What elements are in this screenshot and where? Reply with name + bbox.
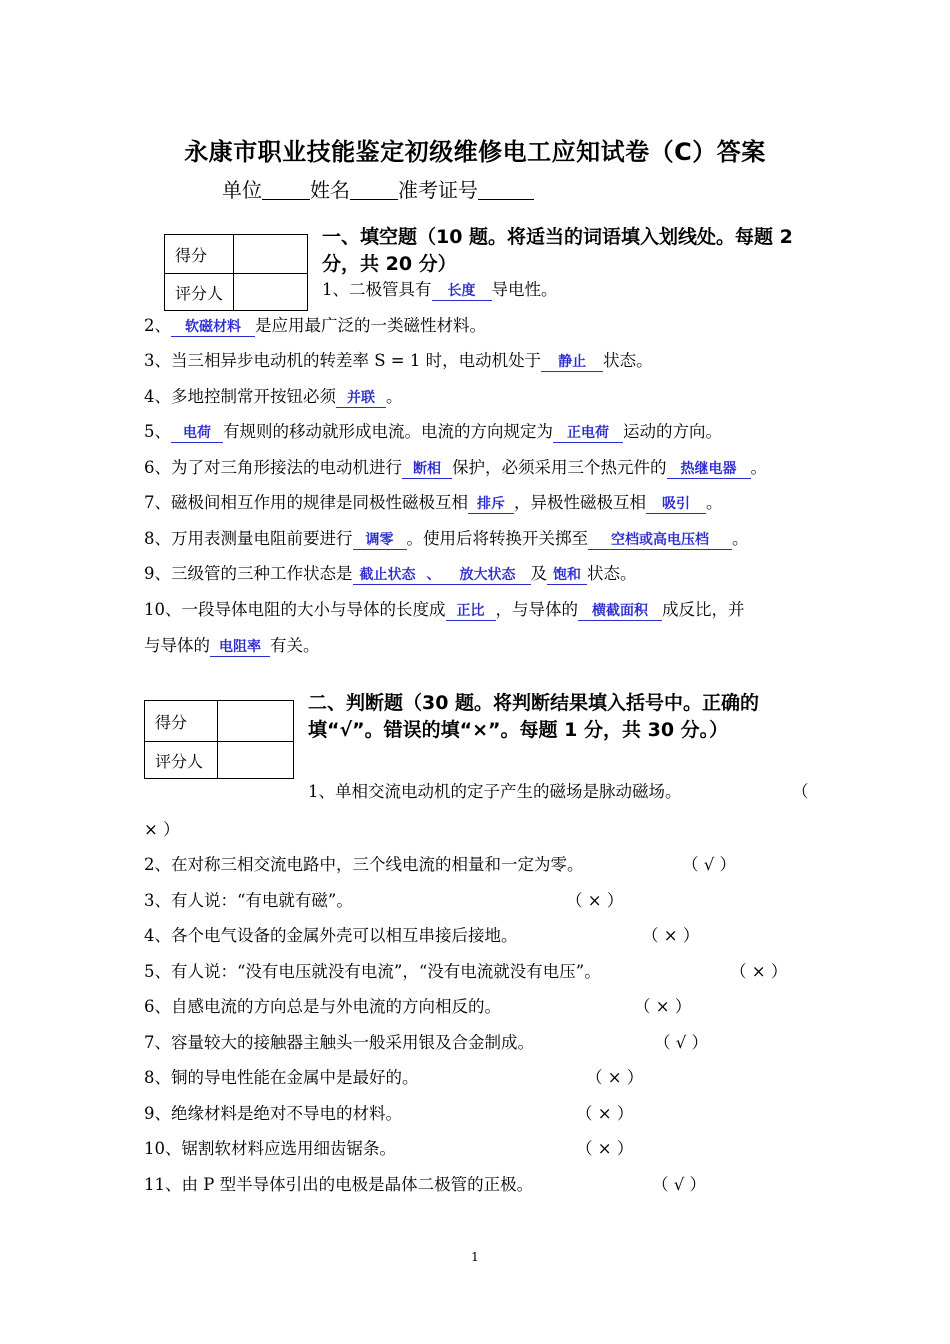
q10-line2-end: 有关。: [270, 636, 320, 655]
q9-answer-1: 截止状态: [353, 566, 423, 585]
q10-answer-1: 正比: [446, 602, 496, 621]
score-cell-2: [218, 701, 294, 742]
q7-answer-1: 排斥: [468, 495, 514, 514]
ticket-blank: [478, 179, 534, 200]
q9-text: 9、三级管的三种工作状态是: [144, 564, 353, 583]
q7-answer-2: 吸引: [646, 495, 706, 514]
q5-answer-2: 正电荷: [553, 424, 623, 443]
q6-answer-2: 热继电器: [667, 460, 751, 479]
judge-item-5-answer: （ × ）: [730, 962, 788, 981]
page-number: 1: [471, 1250, 479, 1264]
grader-cell-2: [218, 742, 294, 779]
score-table-2: [144, 700, 294, 779]
q2-answer: 软磁材料: [171, 318, 255, 337]
grader-label: 评分人: [165, 274, 234, 311]
page-title: 永康市职业技能鉴定初级维修电工应知试卷（C）答案: [184, 138, 766, 166]
judge-item-5-text: 5、有人说：“没有电压就没有电流”，“没有电流就没有电压”。: [144, 962, 601, 981]
fill-q4: [144, 383, 403, 408]
q7-text-mid: ，异极性磁极互相: [514, 493, 646, 512]
q3-answer: 静止: [541, 353, 603, 372]
judge-item-11-answer: （ √ ）: [652, 1175, 707, 1194]
judge-item-4-text: 4、各个电气设备的金属外壳可以相互串接后接地。: [144, 926, 518, 945]
q4-text-end: 。: [386, 387, 403, 406]
candidate-info: [222, 174, 534, 203]
q5-text-end: 运动的方向。: [623, 422, 722, 441]
judge-item-6-text: 6、自感电流的方向总是与外电流的方向相反的。: [144, 997, 501, 1016]
fill-q1: [322, 276, 558, 301]
fill-q10: [144, 596, 745, 621]
judge-item-11-text: 11、由 P 型半导体引出的电极是晶体二极管的正极。: [144, 1175, 534, 1194]
judge-item-3-text: 3、有人说：“有电就有磁”。: [144, 891, 353, 910]
judge-item-2-answer: （ √ ）: [682, 855, 737, 874]
judge-item-9-answer: （ × ）: [576, 1104, 634, 1123]
q3-text: 3、当三相异步电动机的转差率 S = 1 时，电动机处于: [144, 351, 542, 370]
q9-text-and: 及: [530, 564, 547, 583]
q9-answer-2: 放大状态: [445, 566, 531, 585]
judge-item-10-text: 10、锯割软材料应选用细齿锯条。: [144, 1139, 396, 1158]
judge-item-2-text: 2、在对称三相交流电路中，三个线电流的相量和一定为零。: [144, 855, 584, 874]
score-label-2: 得分: [145, 701, 218, 742]
judge-item-1-answer: × ）: [144, 820, 180, 839]
fill-q7: [144, 489, 723, 514]
score-label: 得分: [165, 235, 234, 274]
q10-line2-text: 与导体的: [144, 636, 210, 655]
q1-answer: 长度: [432, 282, 492, 301]
ticket-label: 准考证号: [398, 178, 478, 202]
q8-text-mid: 。使用后将转换开关掷至: [406, 529, 588, 548]
judge-item-7-answer: （ √ ）: [654, 1033, 709, 1052]
q7-text-end: 。: [706, 493, 723, 512]
fill-q2: [144, 312, 486, 337]
score-cell: [234, 235, 308, 274]
q2-text-end: 是应用最广泛的一类磁性材料。: [255, 316, 486, 335]
q3-text-end: 状态。: [603, 351, 653, 370]
judge-item-1-open-paren: （: [792, 782, 809, 801]
q10-text: 10、一段导体电阻的大小与导体的长度成: [144, 600, 446, 619]
q2-text: 2、: [144, 316, 171, 335]
section2-heading: 二、判断题（30 题。将判断结果填入括号中。正确的填“√”。错误的填“×”。每题 1 分，共 30 分。）: [308, 692, 760, 741]
judge-item-8-answer: （ × ）: [586, 1068, 644, 1087]
section1-heading: 一、填空题（10 题。将适当的词语填入划线处。每题 2 分，共 20 分）: [322, 226, 793, 275]
q8-text-end: 。: [732, 529, 749, 548]
q1-text-end: 导电性。: [491, 280, 558, 299]
q9-text-end: 状态。: [587, 564, 637, 583]
q7-text: 7、磁极间相互作用的规律是同极性磁极互相: [144, 493, 468, 512]
judge-item-7-text: 7、容量较大的接触器主触头一般采用银及合金制成。: [144, 1033, 534, 1052]
judge-item-1: [308, 778, 682, 802]
judge-item-10-answer: （ × ）: [576, 1139, 634, 1158]
q5-answer-1: 电荷: [171, 424, 223, 443]
judge-item-8-text: 8、铜的导电性能在金属中是最好的。: [144, 1068, 419, 1087]
unit-blank: [262, 179, 310, 200]
q5-text-mid: 有规则的移动就形成电流。电流的方向规定为: [223, 422, 553, 441]
q10-text-mid: ，与导体的: [495, 600, 578, 619]
q4-answer: 并联: [336, 389, 386, 408]
fill-q5: [144, 418, 722, 443]
name-label: 姓名: [310, 178, 350, 202]
grader-label-2: 评分人: [145, 742, 218, 779]
q6-answer-1: 断相: [402, 460, 452, 479]
q6-text-end: 。: [750, 458, 767, 477]
score-table-1: [164, 234, 308, 311]
q6-text-mid: 保护，必须采用三个热元件的: [452, 458, 667, 477]
fill-q3: [144, 347, 653, 372]
judge-item-6-answer: （ × ）: [634, 997, 692, 1016]
q6-text: 6、为了对三角形接法的电动机进行: [144, 458, 402, 477]
judge-item-1-text: 1、单相交流电动机的定子产生的磁场是脉动磁场。: [308, 782, 682, 801]
judge-item-9-text: 9、绝缘材料是绝对不导电的材料。: [144, 1104, 402, 1123]
q10-text-end: 成反比，并: [662, 600, 745, 619]
q4-text: 4、多地控制常开按钮必须: [144, 387, 336, 406]
judge-item-3-answer: （ × ）: [566, 891, 624, 910]
q8-text: 8、万用表测量电阻前要进行: [144, 529, 353, 548]
unit-label: 单位: [222, 178, 262, 202]
q1-text: 1、二极管具有: [322, 280, 432, 299]
name-blank: [350, 179, 398, 200]
q9-answer-3: 饱和: [547, 566, 587, 585]
q9-separator: 、: [423, 566, 445, 585]
q8-answer-1: 调零: [353, 531, 407, 550]
fill-q10-line2: [144, 632, 320, 657]
fill-q9: [144, 560, 637, 585]
fill-q6: [144, 454, 767, 479]
judge-item-4-answer: （ × ）: [642, 926, 700, 945]
q10-answer-3: 电阻率: [210, 638, 270, 657]
q10-answer-2: 横截面积: [578, 602, 662, 621]
grader-cell: [234, 274, 308, 311]
q5-text: 5、: [144, 422, 171, 441]
fill-q8: [144, 525, 749, 550]
q8-answer-2: 空档或高电压档: [588, 531, 732, 550]
